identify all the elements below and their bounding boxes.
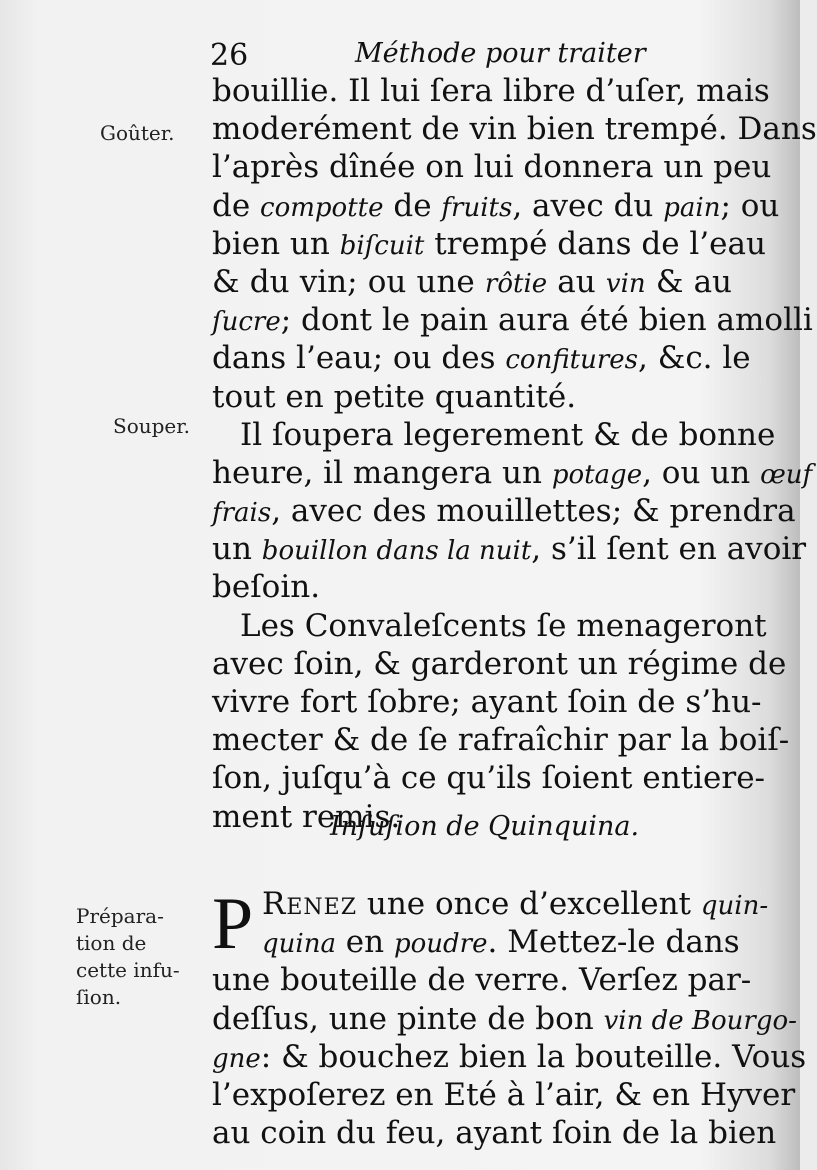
text-run: un xyxy=(212,531,262,568)
text-line xyxy=(212,1114,777,1152)
italic-text: fruits xyxy=(441,192,513,223)
text-run: de xyxy=(383,187,442,224)
section-subheading: Inſuſion de Quinquina. xyxy=(330,811,640,842)
text-run: l’expoſerez en Eté à l’air, & en Hyver xyxy=(212,1076,796,1113)
text-line xyxy=(212,683,762,721)
text-run: , avec du xyxy=(512,187,664,224)
small-caps-text: Renez xyxy=(262,886,357,922)
margin-note-souper: Souper. xyxy=(113,414,190,438)
text-line xyxy=(212,645,787,683)
running-head: Méthode pour traiter xyxy=(355,38,646,69)
italic-text: poudre xyxy=(393,929,488,960)
text-run: ; ou xyxy=(720,187,780,224)
section-text xyxy=(212,885,807,1152)
text-line xyxy=(212,885,769,923)
text-line xyxy=(212,72,770,110)
text-run: Les Convaleſcents ſe menageront xyxy=(240,607,767,644)
text-run: une bouteille de verre. Verſez par- xyxy=(212,962,752,999)
text-line xyxy=(212,454,813,492)
text-run: dans l’eau; ou des xyxy=(212,340,506,377)
text-run: ment remis. xyxy=(212,798,401,835)
text-run: , &c. le xyxy=(638,340,751,377)
text-run: beſoin. xyxy=(212,569,321,606)
margin-note-line: ſion. xyxy=(76,985,122,1009)
text-line xyxy=(212,1076,796,1114)
italic-text: quin- xyxy=(700,891,769,921)
margin-note-gouter: Goûter. xyxy=(100,121,175,145)
text-line xyxy=(212,492,796,530)
text-line xyxy=(212,759,766,797)
text-line xyxy=(212,416,776,454)
text-run: : & bouchez bien la bouteille. Vous xyxy=(260,1038,807,1075)
text-run: & du vin; ou une xyxy=(212,263,485,300)
text-run: , avec des mouillettes; & prendra xyxy=(271,493,796,530)
italic-text: vin xyxy=(605,268,646,299)
text-run: deſſus, une pinte de bon xyxy=(212,1000,604,1037)
text-run: heure, il mangera un xyxy=(212,454,552,491)
text-run: moderément de vin bien trempé. Dans xyxy=(212,111,817,148)
text-run: Il ſoupera legerement & de bonne xyxy=(240,416,776,453)
text-line xyxy=(212,110,817,148)
page-number: 26 xyxy=(210,38,249,73)
italic-text: ſucre xyxy=(212,307,281,338)
italic-text: gne xyxy=(212,1043,261,1074)
text-line xyxy=(212,339,751,377)
text-line xyxy=(212,378,732,416)
text-line xyxy=(212,1000,797,1038)
text-run: , ou un xyxy=(642,454,761,491)
text-line xyxy=(212,225,766,263)
text-line xyxy=(212,530,807,568)
body-text xyxy=(212,72,817,836)
text-run: au coin du feu, ayant ſoin de la bien xyxy=(212,1115,777,1152)
italic-text: pain xyxy=(663,192,721,223)
italic-text: confitures xyxy=(505,345,639,376)
text-run: bouillie. Il lui ſera libre d’uſer, mais xyxy=(212,73,770,109)
text-run: tout en petite quantité. xyxy=(212,378,577,415)
text-line xyxy=(212,187,780,225)
italic-text: rôtie xyxy=(484,268,548,299)
text-run: avec ſoin, & garderont un régime de xyxy=(212,645,787,682)
margin-note-line: tion de xyxy=(76,931,147,955)
text-line xyxy=(212,263,732,301)
text-run: trempé dans de l’eau xyxy=(424,225,766,262)
text-run: ſon, juſqu’à ce qu’ils ſoient entiere- xyxy=(212,760,766,797)
italic-text: biſcuit xyxy=(339,230,425,261)
italic-text: compotte xyxy=(260,192,384,223)
italic-text: quina xyxy=(262,929,336,960)
margin-note-preparation xyxy=(76,903,211,1011)
italic-text: bouillon dans la nuit xyxy=(261,536,532,567)
text-run: l’après dînée on lui donnera un peu xyxy=(212,149,772,186)
text-run: vivre fort ſobre; ayant ſoin de s’hu- xyxy=(212,684,762,720)
text-run: bien un xyxy=(212,225,340,262)
italic-text: œuf xyxy=(760,459,813,490)
text-run: ; dont le pain aura été bien amolli xyxy=(280,302,813,339)
text-line xyxy=(212,568,732,606)
italic-text: vin de Bourgo- xyxy=(603,1005,797,1036)
text-line xyxy=(212,961,752,999)
margin-note-line: Prépara- xyxy=(76,904,164,928)
text-run: une once d’excellent xyxy=(357,886,701,922)
drop-capital: P xyxy=(212,883,254,965)
text-line xyxy=(212,721,790,759)
italic-text: frais xyxy=(212,498,272,529)
text-run: mecter & de ſe rafraîchir par la boiſ- xyxy=(212,722,790,759)
italic-text: potage xyxy=(551,459,643,490)
margin-note-line: cette infu- xyxy=(76,958,180,982)
text-run: , s’il ſent en avoir xyxy=(531,531,807,568)
text-line xyxy=(212,148,772,186)
text-line xyxy=(212,1038,807,1076)
text-line xyxy=(212,301,813,339)
text-run: de xyxy=(212,187,261,224)
text-line xyxy=(212,607,767,645)
text-run: & au xyxy=(645,263,733,300)
text-run: en xyxy=(335,924,394,961)
text-run: au xyxy=(547,263,606,300)
text-run: . Mettez-le dans xyxy=(487,924,740,961)
text-line xyxy=(212,923,740,961)
